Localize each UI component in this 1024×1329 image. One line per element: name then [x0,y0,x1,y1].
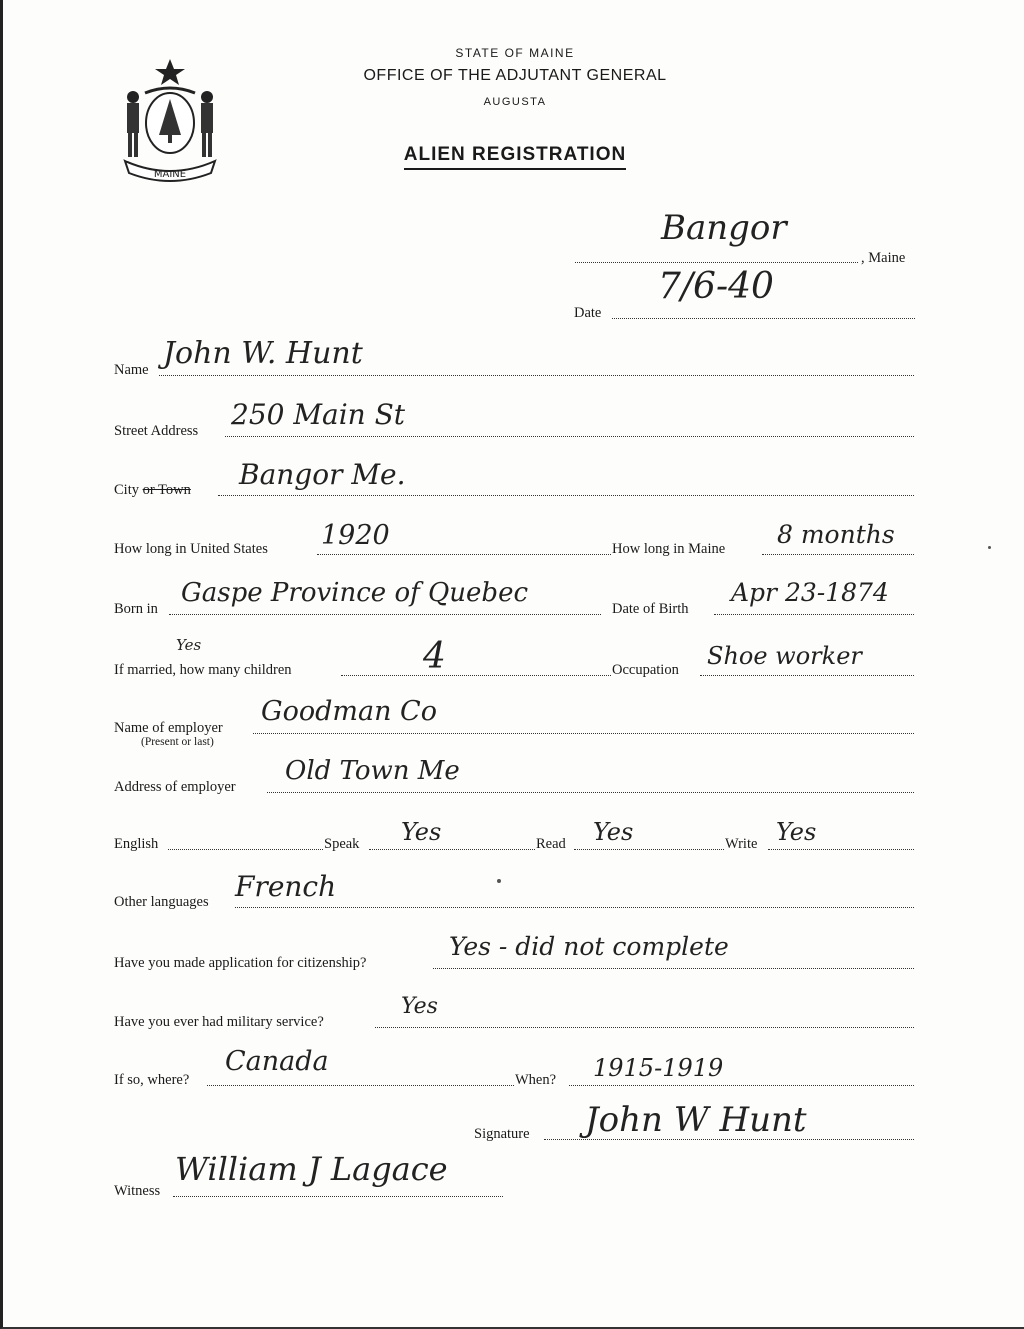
other-languages-value[interactable]: French [235,870,337,903]
read-line [574,849,724,850]
how-long-maine-label: How long in Maine [612,541,726,557]
employer-address-label: Address of employer [114,779,236,795]
date-value[interactable]: 7/6-40 [658,266,774,307]
when-value[interactable]: 1915-1919 [593,1054,724,1082]
name-label: Name [114,362,149,378]
english-label: English [114,836,159,852]
witness-value[interactable]: William J Lagace [175,1150,448,1188]
date-line [612,318,915,319]
other-languages-line [235,907,914,908]
how-long-maine-line [762,554,914,555]
where-value[interactable]: Canada [225,1046,329,1077]
speak-line [369,849,535,850]
street-value[interactable]: 250 Main St [231,398,406,431]
speak-value[interactable]: Yes [401,818,442,846]
place-value[interactable]: Bangor [661,208,787,248]
employer-value[interactable]: Goodman Co [261,696,437,727]
where-label: If so, where? [114,1072,190,1088]
how-long-us-label: How long in United States [114,541,268,557]
when-label: When? [515,1072,557,1088]
write-line [768,849,914,850]
children-value[interactable]: 4 [423,636,446,677]
military-line [375,1027,914,1028]
city-label: City or Town [114,482,191,498]
how-long-maine-value[interactable]: 8 months [777,520,895,549]
witness-label: Witness [114,1183,161,1199]
employer-label: Name of employer [114,720,223,736]
maine-label: , Maine [861,250,906,266]
other-languages-label: Other languages [114,894,209,910]
born-in-label: Born in [114,601,158,617]
citizenship-line [433,968,914,969]
dob-line [714,614,914,615]
read-label: Read [536,836,566,852]
ink-speck [988,546,991,549]
name-line [159,375,914,376]
witness-line [173,1196,503,1197]
city-heading: AUGUSTA [483,96,547,108]
employer-line [253,733,914,734]
military-value[interactable]: Yes [401,994,438,1019]
town-struck-text: or Town [142,482,191,498]
city-value[interactable]: Bangor Me. [239,458,406,491]
children-line [341,675,611,676]
street-label: Street Address [114,423,199,439]
citizenship-value[interactable]: Yes - did not complete [449,932,729,961]
name-value[interactable]: John W. Hunt [163,336,363,371]
dob-value[interactable]: Apr 23-1874 [731,578,889,607]
employer-address-line [267,792,914,793]
street-line [225,436,914,437]
where-line [207,1085,514,1086]
office-heading: OFFICE OF THE ADJUTANT GENERAL [363,67,667,84]
dob-label: Date of Birth [612,601,689,617]
city-line [218,495,914,496]
military-label: Have you ever had military service? [114,1014,324,1030]
employer-note: (Present or last) [141,736,214,748]
how-long-us-line [317,554,611,555]
write-value[interactable]: Yes [776,818,817,846]
read-value[interactable]: Yes [593,818,634,846]
date-label: Date [574,305,602,321]
when-line [569,1085,914,1086]
speak-label: Speak [324,836,360,852]
seal-banner-text: MAINE [153,169,187,180]
signature-value[interactable]: John W Hunt [585,1100,807,1140]
employer-address-value[interactable]: Old Town Me [285,756,460,786]
occupation-label: Occupation [612,662,679,678]
english-line [168,849,323,850]
ink-speck [497,879,501,883]
signature-label: Signature [474,1126,530,1142]
citizenship-label: Have you made application for citizenship? [114,955,367,971]
state-heading: STATE OF MAINE [455,46,575,60]
married-label: If married, how many children [114,662,292,678]
write-label: Write [725,836,758,852]
how-long-us-value[interactable]: 1920 [321,520,390,551]
born-in-line [169,614,601,615]
occupation-value[interactable]: Shoe worker [707,642,862,670]
born-in-value[interactable]: Gaspe Province of Quebec [181,578,529,608]
married-value[interactable]: Yes [176,636,202,654]
place-line [575,262,858,263]
occupation-line [700,675,914,676]
form-title: ALIEN REGISTRATION [3,144,1024,166]
